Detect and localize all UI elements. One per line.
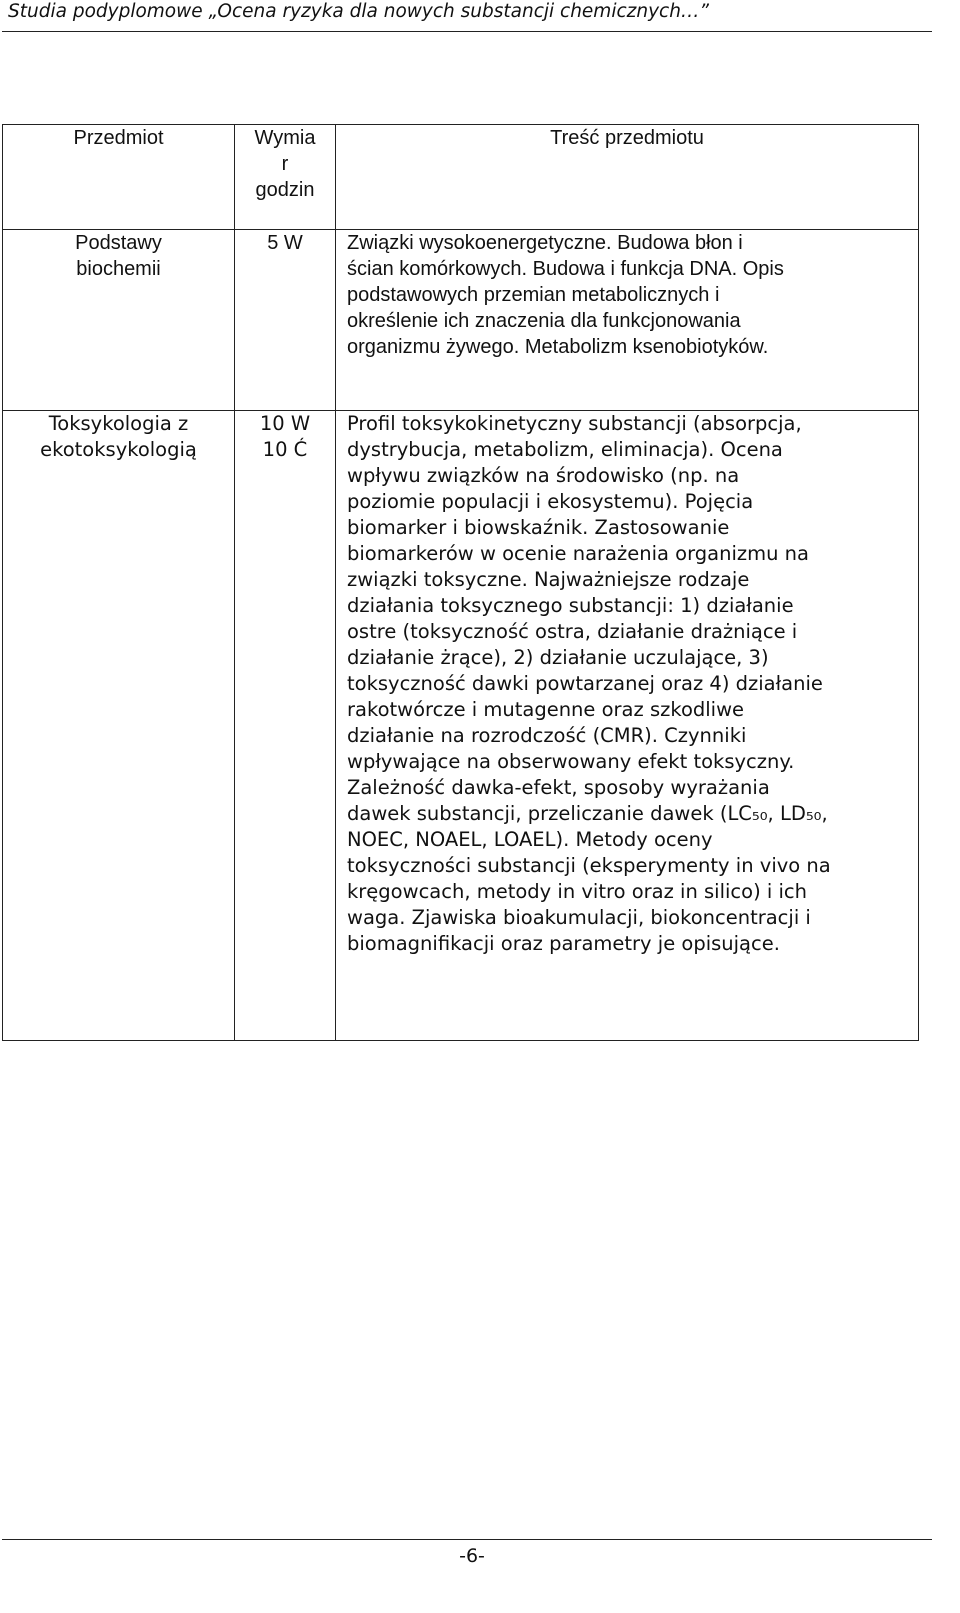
content-line: działanie żrące), 2) działanie uczulające, 3) [347,646,769,669]
content-line: kręgowcach, metody in vitro oraz in silico) i ich [347,880,807,903]
header-content-line: Treść przedmiotu [550,127,704,149]
content-line: biomagnifikacji oraz parametry je opisujące. [347,932,780,955]
content-line: biomarker i biowskaźnik. Zastosowanie [347,516,730,539]
content-line: ścian komórkowych. Budowa i funkcja DNA. Opis [347,258,784,280]
curriculum-table [2,124,919,1041]
subject-line: ekotoksykologią [40,438,197,461]
header-hours [235,125,336,230]
subject-line: Toksykologia z [48,412,189,435]
hours-cell [235,411,336,1041]
subject-cell [3,411,235,1041]
subject-line: biochemii [76,258,161,280]
content-line: poziomie populacji i ekosystemu). Pojęcia [347,490,754,513]
content-line: biomarkerów w ocenie narażenia organizmu na [347,542,809,565]
content-line: działanie na rozrodczość (CMR). Czynniki [347,724,747,747]
content-cell [336,230,919,411]
header-hours-line: godzin [255,179,315,201]
content-line: Związki wysokoenergetyczne. Budowa błon i [347,232,743,254]
table-row [3,411,919,1041]
page-number: -6- [459,1545,485,1567]
content-cell [336,411,919,1041]
header-hours-line: r [281,153,289,175]
hours-line: 10 Ć [262,438,308,461]
content-line: wpływające na obserwowany efekt toksyczny. [347,750,795,773]
content-line: organizmu żywego. Metabolizm ksenobiotyków. [347,336,769,358]
hours-line: 5 W [267,232,303,254]
subject-cell [3,230,235,411]
content-line: dawek substancji, przeliczanie dawek (LC₅₀, LD₅₀, [347,802,828,825]
footer-divider [2,1539,932,1540]
header-subject [3,125,235,230]
content-line: określenie ich znaczenia dla funkcjonowania [347,310,741,332]
content-line: Profil toksykokinetyczny substancji (absorpcja, [347,412,802,435]
content-line: toksyczności substancji (eksperymenty in vivo na [347,854,831,877]
content-line: waga. Zjawiska bioakumulacji, biokoncentracji i [347,906,811,929]
content-line: działania toksycznego substancji: 1) działanie [347,594,794,617]
content-line: toksyczność dawki powtarzanej oraz 4) działanie [347,672,823,695]
content-line: wpływu związków na środowisko (np. na [347,464,740,487]
running-header: Studia podyplomowe „Ocena ryzyka dla nowych substancji chemicznych…” [8,1,710,22]
content-line: podstawowych przemian metabolicznych i [347,284,720,306]
content-line: ostre (toksyczność ostra, działanie drażniące i [347,620,798,643]
header-hours-line: Wymia [254,127,316,149]
content-line: rakotwórcze i mutagenne oraz szkodliwe [347,698,745,721]
table-header-row [3,125,919,230]
content-line: dystrybucja, metabolizm, eliminacja). Ocena [347,438,783,461]
content-line: Zależność dawka-efekt, sposoby wyrażania [347,776,770,799]
table-row [3,230,919,411]
hours-line: 10 W [259,412,311,435]
header-divider [2,31,932,32]
content-line: związki toksyczne. Najważniejsze rodzaje [347,568,750,591]
header-content [336,125,919,230]
header-subject-line: Przedmiot [73,127,164,149]
content-line: NOEC, NOAEL, LOAEL). Metody oceny [347,828,713,851]
subject-line: Podstawy [75,232,162,254]
hours-cell [235,230,336,411]
